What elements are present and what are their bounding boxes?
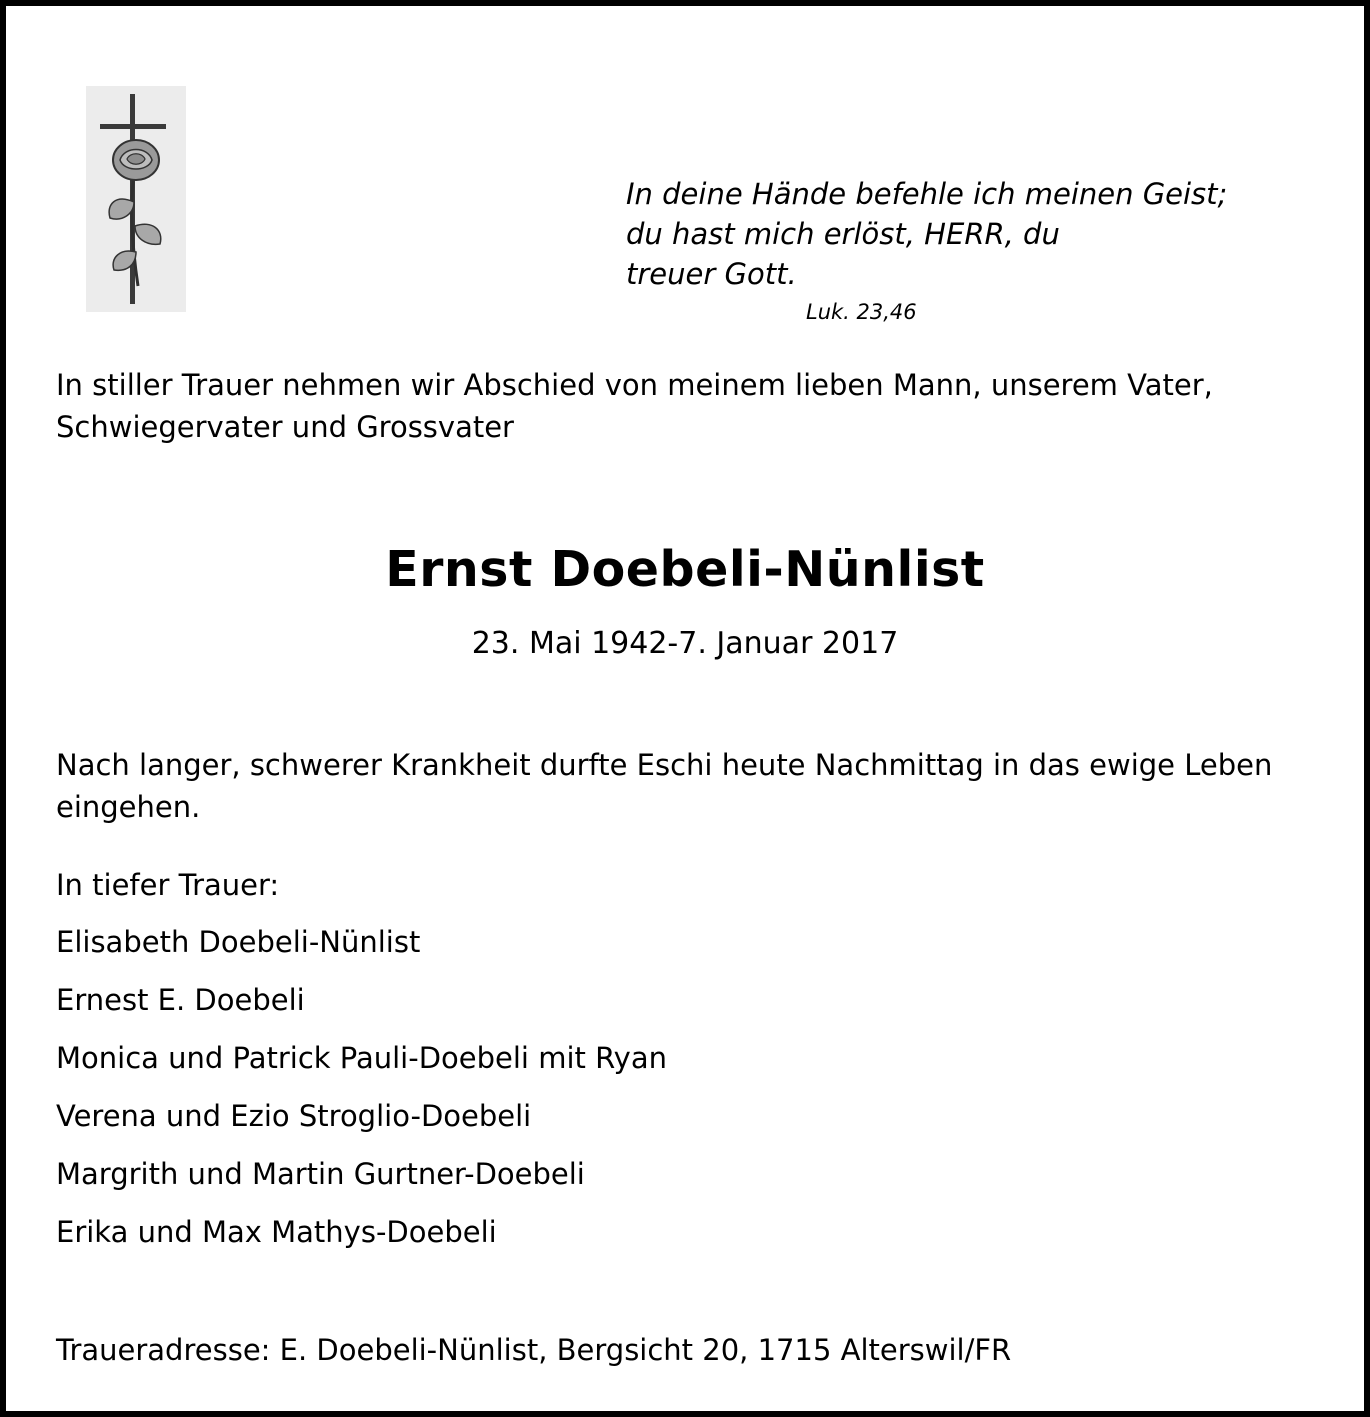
cross-with-rose-icon (86, 86, 186, 312)
list-item: Ernest E. Doebeli (56, 983, 305, 1017)
list-item: Monica und Patrick Pauli-Doebeli mit Ryan (56, 1041, 667, 1075)
list-item: Margrith und Martin Gurtner-Doebeli (56, 1157, 585, 1191)
notice-header (56, 64, 1314, 364)
bible-verse (626, 174, 1366, 324)
passage-text: Nach langer, schwerer Krankheit durfte Eschi heute Nachmittag in das ewige Leben eingehen. (56, 748, 1273, 824)
deceased-block (56, 540, 1314, 666)
list-item: Verena und Ezio Stroglio-Doebeli (56, 1099, 532, 1133)
mourners-heading: In tiefer Trauer: (56, 868, 280, 902)
notice-inner (6, 6, 1364, 1411)
deceased-name: Ernst Doebeli-Nünlist (385, 541, 985, 598)
verse-line-2: du hast mich erlöst, HERR, du (626, 217, 1060, 251)
verse-reference: Luk. 23,46 (806, 300, 917, 324)
verse-line-1: In deine Hände befehle ich meinen Geist; (626, 177, 1228, 211)
list-item: Erika und Max Mathys-Doebeli (56, 1215, 497, 1249)
mourning-address: Traueradresse: E. Doebeli-Nünlist, Bergsicht 20, 1715 Alterswil/FR (56, 1333, 1012, 1367)
list-item: Elisabeth Doebeli-Nünlist (56, 925, 421, 959)
intro-text: In stiller Trauer nehmen wir Abschied von meinem lieben Mann, unserem Vater, Schwiegervater und Grossvater (56, 368, 1213, 444)
deceased-dates: 23. Mai 1942-7. Januar 2017 (471, 626, 899, 661)
mourners-list (56, 913, 1314, 1261)
verse-line-3: treuer Gott. (626, 257, 797, 291)
